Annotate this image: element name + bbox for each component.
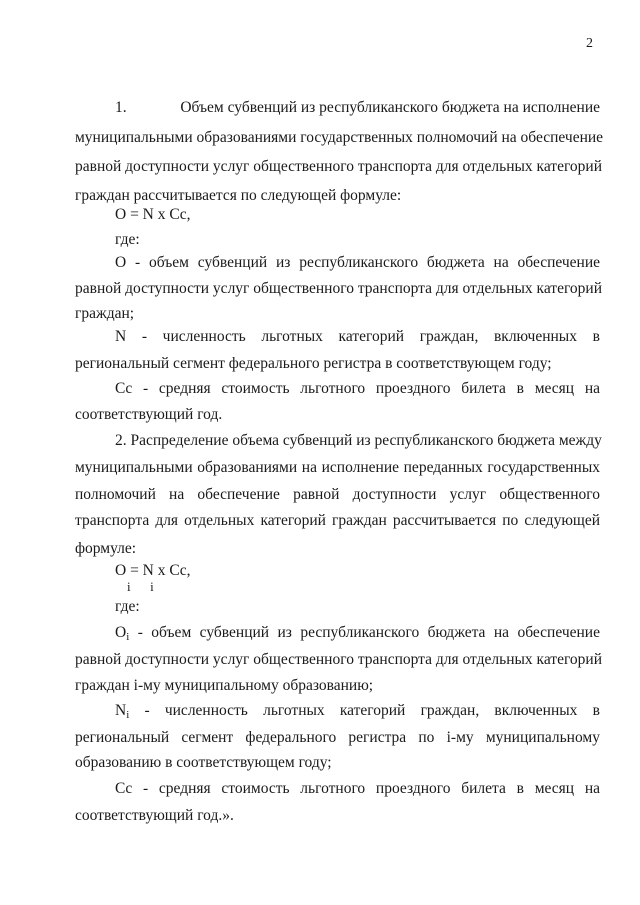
definition-n-word: категорий: [338, 328, 405, 345]
definition-o-line-2: равной доступности услуг общественного транспорта для отдельных категорий: [75, 280, 603, 297]
formula-1: O = N x Cc,: [115, 206, 191, 223]
where-label-2: где:: [115, 598, 140, 615]
paragraph-1-line-3: равной доступности услуг общественного транспорта для отдельных категорий: [75, 158, 603, 175]
paragraph-1-line-1-text: Объем субвенций из республиканского бюджета на исполнение: [180, 99, 600, 116]
formula-2: O = N x Cc,: [115, 562, 191, 579]
definition-o-line-3: граждан;: [75, 305, 135, 322]
definition-n-word: включенных: [493, 328, 577, 345]
definition-ni-word: граждан,: [420, 702, 480, 719]
symbol-o: O: [115, 624, 127, 641]
definition-cc-line-2: соответствующий год.: [75, 406, 223, 423]
paragraph-2-line-5: формуле:: [75, 540, 137, 557]
definition-cc-line-1: Cc - средняя стоимость льготного проездного билета в месяц на: [115, 380, 600, 397]
definition-n-line-2: региональный сегмент федерального регистра в соответствующем году;: [75, 355, 552, 372]
paragraph-2-line-4: транспорта для отдельных категорий граждан рассчитывается по следующей: [75, 512, 601, 529]
definition-ni-word: в: [592, 702, 600, 719]
page-number: 2: [586, 36, 593, 51]
definition-ni-word: включенных: [494, 702, 578, 719]
definition-oi-line-1: [115, 625, 600, 643]
definition-ni-word: -: [144, 702, 150, 719]
subscript-i: i: [126, 631, 130, 643]
paragraph-2-line-1: 2. Распределение объема субвенций из республиканского бюджета между: [115, 432, 602, 449]
paragraph-1-line-1: [115, 100, 600, 116]
definition-ni-word: категорий: [339, 702, 406, 719]
definition-n-word: льготных: [261, 328, 323, 345]
paragraph-2-line-3: полномочий на обеспечение равной доступности услуг общественного: [75, 486, 600, 503]
definition-oi-line-3: граждан i-му муниципальному образованию;: [75, 677, 374, 694]
subscript-i: i: [126, 709, 130, 721]
definition-ni-word: численность: [164, 702, 248, 719]
definition-ni-line-3: образованию в соответствующем году;: [75, 754, 332, 771]
paragraph-1-line-2: муниципальными образованиями государственных полномочий на обеспечение: [75, 129, 604, 146]
definition-n-word: в: [592, 328, 600, 345]
symbol-n-with-subscript: [115, 703, 129, 721]
where-label-1: где:: [115, 231, 140, 248]
definition-n-word: -: [141, 328, 148, 345]
definition-n-line-1: [115, 329, 600, 345]
definition-n-word: N: [115, 328, 127, 345]
paragraph-2-line-2: муниципальными образованиями на исполнение переданных государственных: [75, 459, 600, 476]
definition-ni-word: льготных: [263, 702, 325, 719]
paragraph-1-line-4: граждан рассчитывается по следующей формуле:: [75, 187, 402, 204]
definition-cc2-line-1: Cc - средняя стоимость льготного проездного билета в месяц на: [115, 780, 600, 797]
symbol-n: N: [115, 702, 127, 719]
definition-n-word: численность: [162, 328, 246, 345]
definition-ni-line-2: региональный сегмент федерального регистра по i-му муниципальному: [75, 729, 600, 746]
definition-oi-line-1-text: - объем субвенций из республиканского бюджета на обеспечение: [129, 624, 600, 641]
definition-ni-line-1: [115, 703, 600, 721]
definition-cc2-line-2: соответствующий год.».: [75, 807, 234, 824]
formula-2-subscripts: i i: [127, 579, 154, 594]
definition-n-word: граждан,: [419, 328, 479, 345]
item-number-1: 1.: [115, 99, 127, 116]
definition-o-line-1: O - объем субвенций из республиканского бюджета на обеспечение: [115, 254, 601, 271]
definition-oi-line-2: равной доступности услуг общественного транспорта для отдельных категорий: [75, 651, 603, 668]
